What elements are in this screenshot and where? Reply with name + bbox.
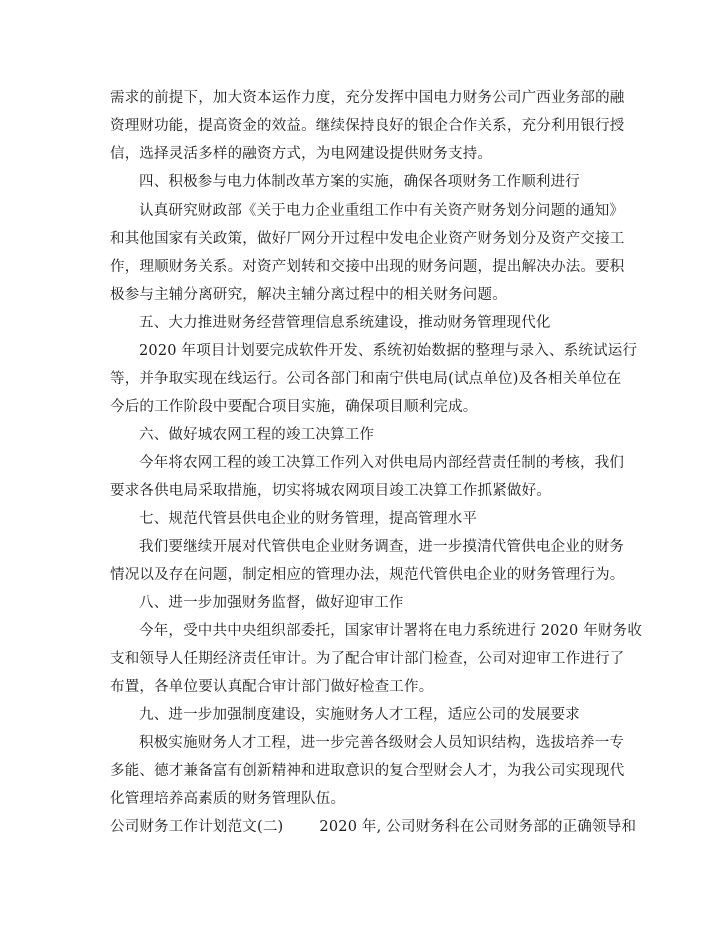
paragraph-line: 信，选择灵活多样的融资方式，为电网建设提供财务支持。 <box>110 146 493 162</box>
section-heading: 八、进一步加强财务监督，做好迎审工作 <box>139 595 404 611</box>
paragraph-line: 布置，各单位要认真配合审计部门做好检查工作。 <box>110 679 434 695</box>
paragraph-line: 极参与主辅分离研究，解决主辅分离过程中的相关财务问题。 <box>110 287 507 303</box>
paragraph-line: 化管理培养高素质的财务管理队伍。 <box>110 791 346 807</box>
paragraph-line: 今年，受中共中央组织部委托，国家审计署将在电力系统进行 2020 年财务收 <box>139 623 643 639</box>
section-heading: 九、进一步加强制度建设，实施财务人才工程，适应公司的发展要求 <box>139 707 580 723</box>
paragraph-line: 要求各供电局采取措施，切实将城农网项目竣工决算工作抓紧做好。 <box>110 483 551 499</box>
section-heading: 六、做好城农网工程的竣工决算工作 <box>139 427 375 443</box>
paragraph-line: 我们要继续开展对代管供电企业财务调查，进一步摸清代管供电企业的财务 <box>139 539 625 555</box>
paragraph-line: 作，理顺财务关系。对资产划转和交接中出现的财务问题，提出解决办法。要积 <box>110 259 625 275</box>
paragraph-line: 等，并争取实现在线运行。公司各部门和南宁供电局(试点单位)及各相关单位在 <box>110 371 622 387</box>
paragraph-line: 多能、德才兼备富有创新精神和进取意识的复合型财会人才，为我公司实现现代 <box>110 763 625 779</box>
section-heading: 四、积极参与电力体制改革方案的实施，确保各项财务工作顺利进行 <box>139 174 580 190</box>
paragraph-line: 今后的工作阶段中要配合项目实施，确保项目顺利完成。 <box>110 399 478 415</box>
paragraph-line: 积极实施财务人才工程，进一步完善各级财会人员知识结构，选拔培养一专 <box>139 735 625 751</box>
paragraph-line: 支和领导人任期经济责任审计。为了配合审计部门检查，公司对迎审工作进行了 <box>110 651 625 667</box>
paragraph-line: 认真研究财政部《关于电力企业重组工作中有关资产财务划分问题的通知》 <box>139 203 625 219</box>
paragraph-line: 2020 年, 公司财务科在公司财务部的正确领导和 <box>319 819 637 835</box>
paragraph-line: 情况以及存在问题，制定相应的管理办法，规范代管供电企业的财务管理行为。 <box>110 567 625 583</box>
paragraph-line: 今年将农网工程的竣工决算工作列入对供电局内部经营责任制的考核，我们 <box>139 455 625 471</box>
paragraph-line: 需求的前提下，加大资本运作力度，充分发挥中国电力财务公司广西业务部的融 <box>110 90 625 106</box>
article-title: 公司财务工作计划范文(二) <box>110 819 284 835</box>
paragraph-line: 和其他国家有关政策，做好厂网分开过程中发电企业资产财务划分及资产交接工 <box>110 231 625 247</box>
closing-line <box>110 817 636 837</box>
paragraph-line: 资理财功能，提高资金的效益。继续保持良好的银企合作关系，充分利用银行授 <box>110 118 625 134</box>
paragraph-line: 2020 年项目计划要完成软件开发、系统初始数据的整理与录入、系统试运行 <box>139 343 638 359</box>
section-heading: 七、规范代管县供电企业的财务管理，提高管理水平 <box>139 511 478 527</box>
section-heading: 五、大力推进财务经营管理信息系统建设，推动财务管理现代化 <box>139 315 551 331</box>
